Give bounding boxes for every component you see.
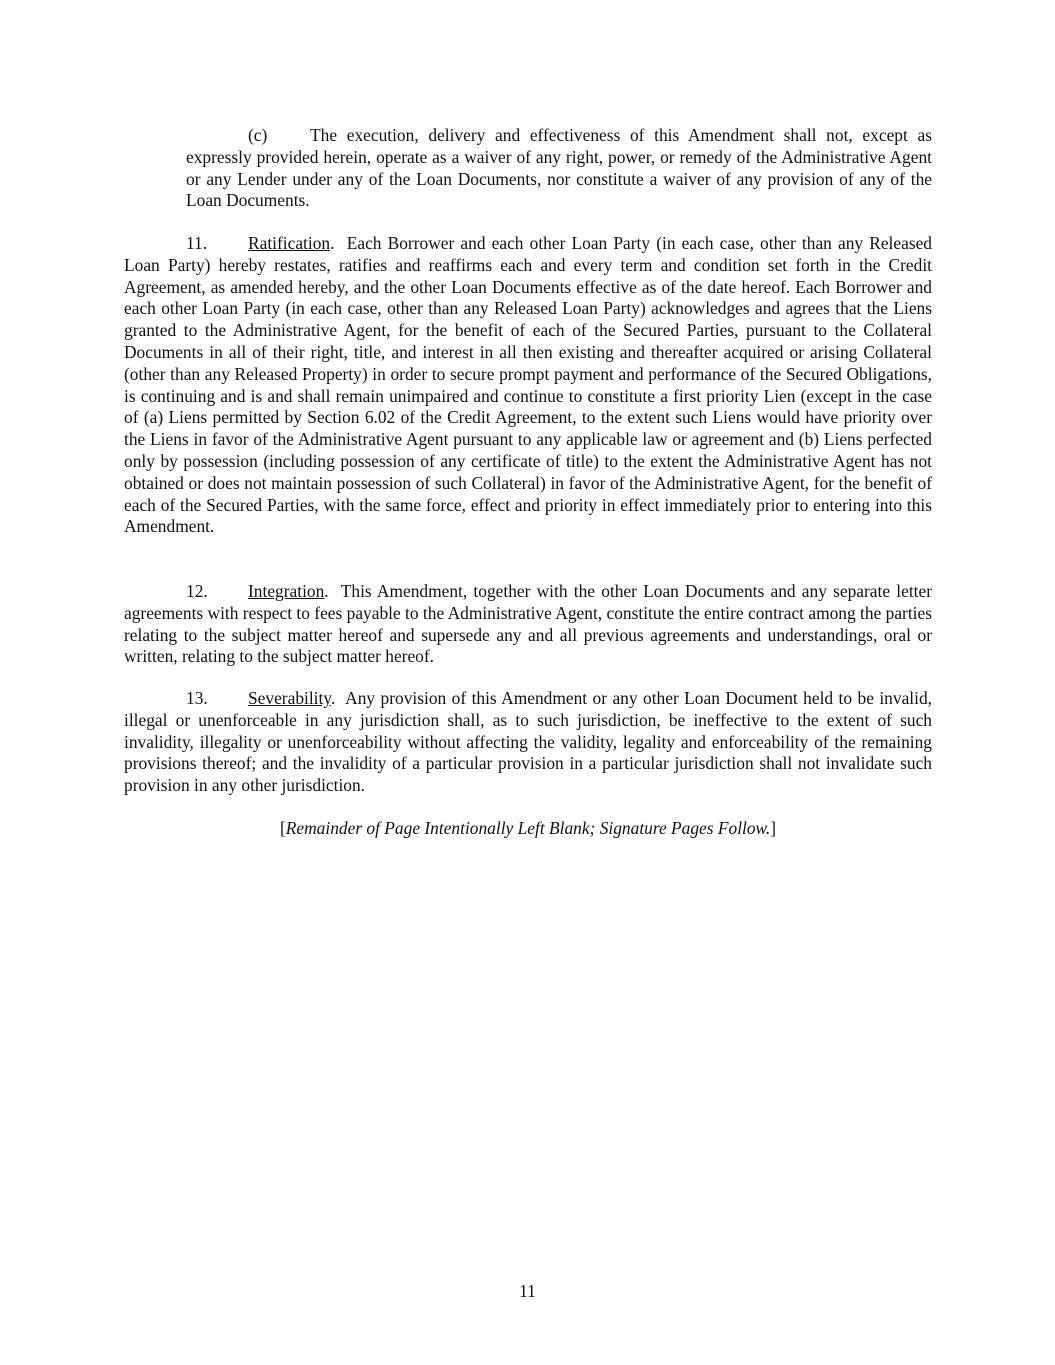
section-11-text: Each Borrower and each other Loan Party (in each case, other than any Released Loan Party) hereby restates, ratifies and reaffirms each and every term and condition set forth in the Credit Agreement, as amended hereby, and the other Loan Documents effective as of the date hereof. Each Borrower and each other Loan Party (in each case, other than any Released Loan Party) acknowledges and agrees that the Liens granted to the Administrative Agent, for the benefit of each of the Secured Parties, pursuant to the Collateral Documents in all of their right, title, and interest in all then existing and thereafter acquired or arising Collateral (other than any Released Property) in order to secure prompt payment and performance of the Secured Obligations, is continuing and is and shall remain unimpaired and continue to constitute a first priority Lien (except in the case of (a) Liens permitted by Section 6.02 of the Credit Agreement, to the extent such Liens would have priority over the Liens in favor of the Administrative Agent pursuant to any applicable law or agreement and (b) Liens perfected only by possession (including possession of any certificate of title) to the extent the Administrative Agent has not obtained or does not maintain possession of such Collateral) in favor of the Administrative Agent, for the benefit of each of the Secured Parties, with the same force, effect and priority in effect immediately prior to entering into this Amendment.	[124, 233, 933, 537]
section-11-heading: Ratification	[248, 233, 331, 253]
section-12-number: 12.	[186, 581, 208, 601]
section-11-number: 11.	[186, 233, 208, 253]
section-12-heading: Integration	[248, 581, 325, 601]
section-12: 12. Integration. This Amendment, together with the other Loan Documents and any separate letter agreements with respect to fees payable to the Administrative Agent, constitute the entire contract among the parties relating to the subject matter hereof and supersede any and all previous agreements and understandings, oral or written, relating to the subject matter hereof.	[124, 581, 932, 667]
paragraph-c	[186, 125, 932, 212]
paragraph-c-number: (c)	[248, 125, 268, 145]
section-13-number: 13.	[186, 688, 208, 708]
section-13: 13. Severability. Any provision of this Amendment or any other Loan Document held to be invalid, illegal or unenforceable in any jurisdiction shall, as to such jurisdiction, be ineffective to the extent of such invalidity, illegality or unenforceability without affecting the validity, legality and enforceability of the remaining provisions thereof; and the invalidity of a particular provision in a particular jurisdiction shall not invalidate such provision in any other jurisdiction.	[124, 688, 932, 796]
section-13-text: Any provision of this Amendment or any other Loan Document held to be invalid, illegal or unenforceable in any jurisdiction shall, as to such jurisdiction, be ineffective to the extent of such invalidity, illegality or unenforceability without affecting the validity, legality and enforceability of the remaining provisions thereof; and the invalidity of a particular provision in a particular jurisdiction shall not invalidate such provision in any other jurisdiction.	[124, 688, 932, 796]
closing-note-text: Remainder of Page Intentionally Left Blank; Signature Pages Follow.	[285, 818, 771, 838]
page-number: 11	[519, 1281, 536, 1301]
closing-close-bracket: ]	[770, 818, 777, 838]
section-11: 11. Ratification. Each Borrower and each other Loan Party (in each case, other than any Released Loan Party) hereby restates, ratifies and reaffirms each and every term and condition set forth in the Credit Agreement, as amended hereby, and the other Loan Documents effective as of the date hereof. Each Borrower and each other Loan Party (in each case, other than any Released Loan Party) acknowledges and agrees that the Liens granted to the Administrative Agent, for the benefit of each of the Secured Parties, pursuant to the Collateral Documents in all of their right, title, and interest in all then existing and thereafter acquired or arising Collateral (other than any Released Property) in order to secure prompt payment and performance of the Secured Obligations, is continuing and is and shall remain unimpaired and continue to constitute a first priority Lien (except in the case of (a) Liens permitted by Section 6.02 of the Credit Agreement, to the extent such Liens would have priority over the Liens in favor of the Administrative Agent pursuant to any applicable law or agreement and (b) Liens perfected only by possession (including possession of any certificate of title) to the extent the Administrative Agent has not obtained or does not maintain possession of such Collateral) in favor of the Administrative Agent, for the benefit of each of the Secured Parties, with the same force, effect and priority in effect immediately prior to entering into this Amendment.	[124, 233, 933, 537]
paragraph-c-text: The execution, delivery and effectiveness of this Amendment shall not, except as expressly provided herein, operate as a waiver of any right, power, or remedy of the Administrative Agent or any Lender under any of the Loan Documents, nor constitute a waiver of any provision of any of the Loan Documents.	[186, 125, 932, 211]
section-12-text: This Amendment, together with the other Loan Documents and any separate letter agreements with respect to fees payable to the Administrative Agent, constitute the entire contract among the parties relating to the subject matter hereof and supersede any and all previous agreements and understandings, oral or written, relating to the subject matter hereof.	[124, 581, 932, 667]
closing-open-bracket: [	[279, 818, 286, 838]
section-13-heading: Severability	[248, 688, 331, 708]
closing-note	[124, 818, 932, 840]
